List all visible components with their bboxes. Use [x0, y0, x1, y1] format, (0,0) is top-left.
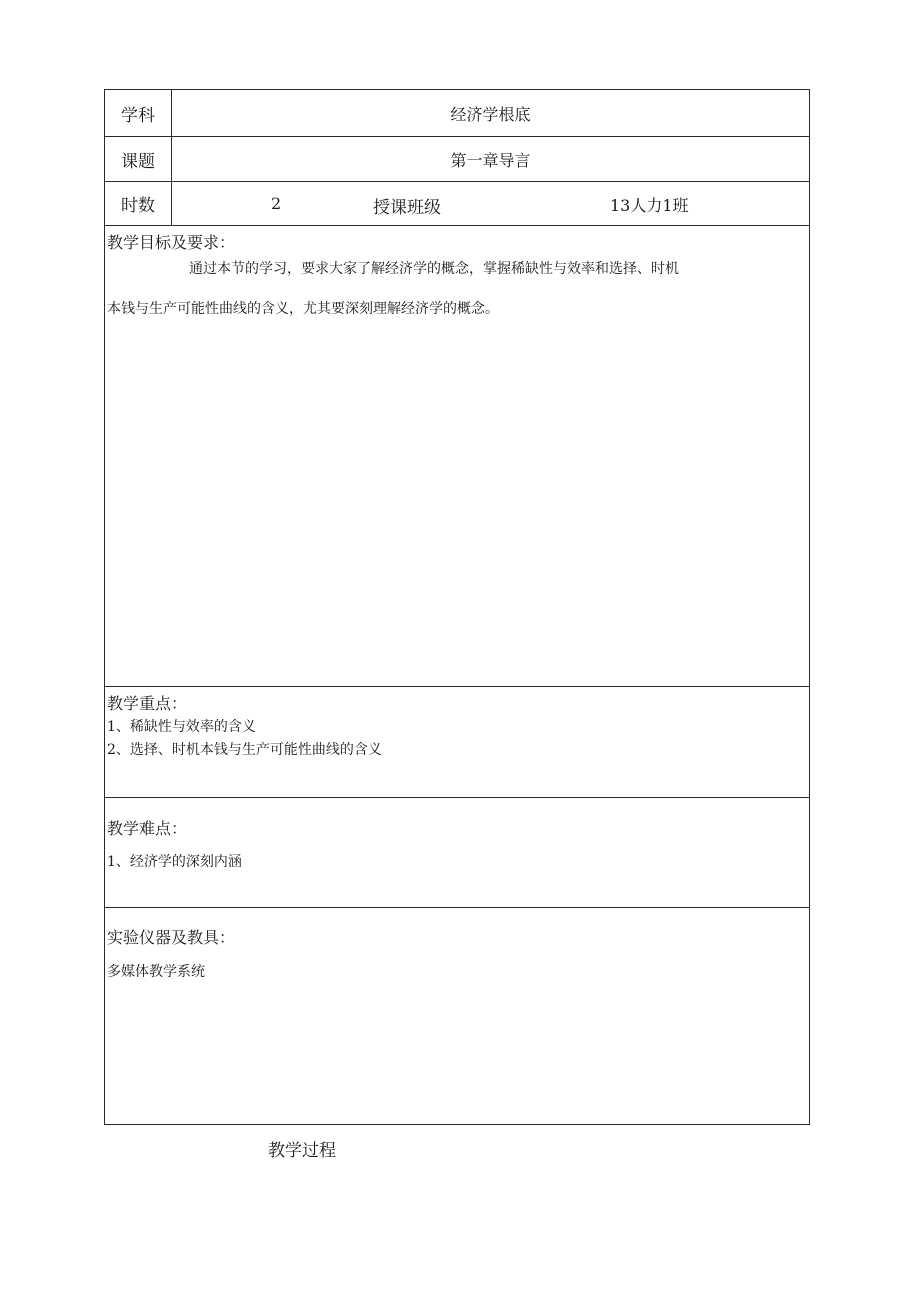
difficult-points-title: 教学难点： [107, 819, 188, 838]
class-label: 授课班级 [373, 198, 441, 218]
subject-row [105, 90, 809, 137]
hours-row [105, 182, 809, 226]
class-value: 13人力1班 [610, 196, 689, 215]
key-point-item: 2、选择、时机本钱与生产可能性曲线的含义 [107, 742, 382, 758]
subject-value: 经济学根底 [450, 104, 531, 124]
key-points-title: 教学重点： [107, 694, 188, 713]
objectives-title: 教学目标及要求： [107, 233, 236, 252]
equipment-section [105, 908, 809, 1124]
topic-value: 第一章导言 [450, 150, 531, 170]
hours-value: 2 [271, 194, 282, 213]
difficult-point-item: 1、经济学的深刻内涵 [107, 854, 242, 870]
key-point-item: 1、稀缺性与效率的含义 [107, 719, 256, 735]
key-points-section [105, 687, 809, 798]
difficult-points-section [105, 798, 809, 908]
topic-label: 课题 [105, 137, 172, 181]
hours-label: 时数 [105, 182, 172, 225]
subject-label: 学科 [105, 90, 172, 136]
objectives-section [105, 226, 809, 687]
objectives-line-2: 本钱与生产可能性曲线的含义，尤其要深刻理解经济学的概念。 [107, 301, 499, 317]
objectives-line-1: 通过本节的学习，要求大家了解经济学的概念，掌握稀缺性与效率和选择、时机 [189, 261, 679, 277]
topic-row [105, 137, 809, 182]
equipment-title: 实验仪器及教具： [107, 928, 236, 947]
equipment-value: 多媒体教学系统 [107, 964, 205, 980]
lesson-plan-table [104, 89, 810, 1125]
teaching-process-title: 教学过程 [268, 1141, 336, 1161]
